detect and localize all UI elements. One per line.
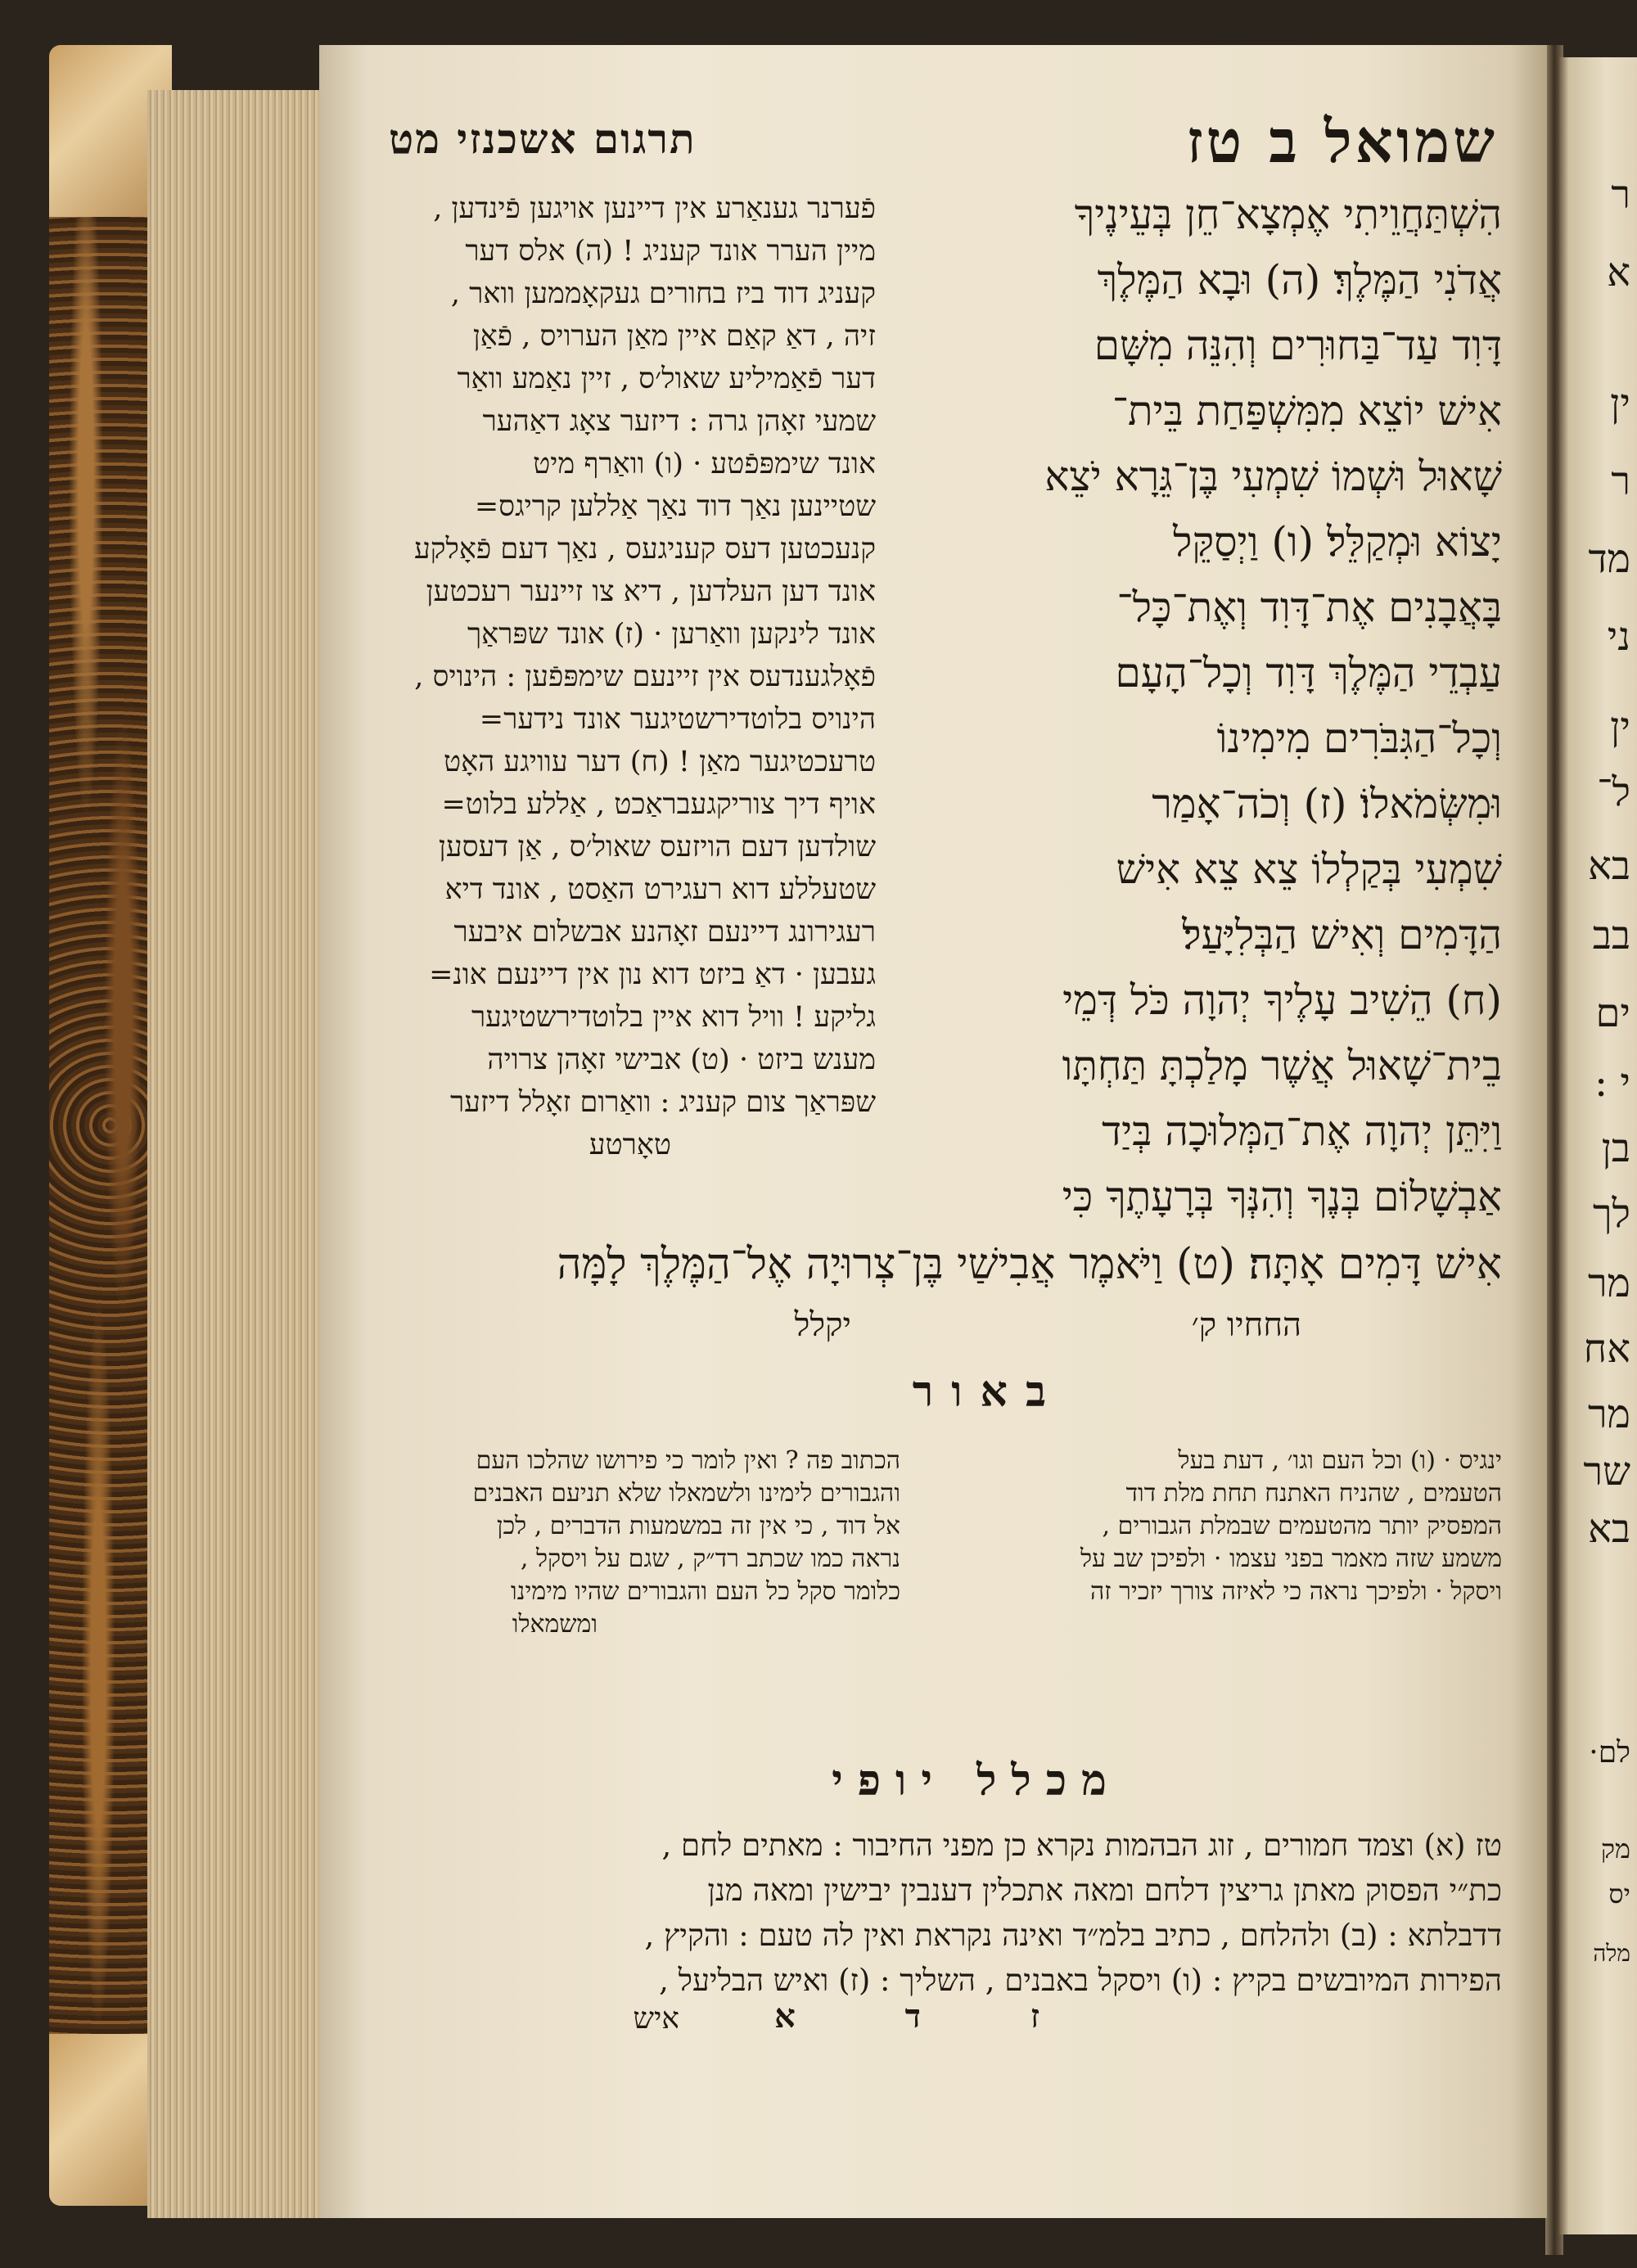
facing-fragment: ין: [1610, 381, 1630, 426]
commentary-line: המפסיק יותר מהטעמים שבמלת הגבורים ,: [1102, 1512, 1502, 1540]
michlal-line: הפירות המיובשים בקיץ : (ו) ויסקל באבנים , השליך : (ז) ואיש הבליעל ,: [659, 1963, 1502, 1998]
facing-fragment: בן: [1601, 1125, 1630, 1171]
facing-fragment: ני: [1607, 614, 1630, 660]
commentary-line: משמע שזה מאמר בפני עצמו · ולפיכן שב על: [1080, 1544, 1502, 1573]
yiddish-line: מיין הערר אונד קעניג ! (ה) אלס דער: [465, 235, 876, 268]
yiddish-line: פֿערנר גענאַרע אין דיינען אויגען פֿינדען ,: [433, 192, 876, 225]
yiddish-line: טרעכטיגער מאַן ! (ח) דער עוויגע האָט: [444, 746, 876, 778]
yiddish-line: קנעכטען דעס קעניגעס , נאַך דעם פֿאָלקע: [414, 533, 876, 566]
hebrew-line: דָּוִד עַד־בַּחוּרִים וְהִנֵּה מִשָּׁם: [1094, 322, 1502, 369]
commentary-line: והגבורים לימינו ולשמאלו שלא תניעם האבנים: [472, 1479, 900, 1508]
yiddish-line: דער פֿאַמיליע שאול׳ס , זיין נאַמע וואַר: [457, 363, 876, 395]
commentary-line: אל דוד , כי אין זה במשמעות הדברים , לכן: [496, 1512, 900, 1540]
facing-fragment: מק: [1600, 1833, 1630, 1864]
facing-fragment: מר: [1587, 1391, 1630, 1437]
hebrew-line: בָּאֲבָנִים אֶת־דָּוִד וְאֶת־כָּל־: [1116, 584, 1502, 631]
hebrew-line: אִישׁ יוֹצֵא מִמִּשְׁפַּחַת בֵּית־: [1112, 387, 1502, 435]
hebrew-line: וְכָל־הַגִּבֹּרִים מִימִינוֹ: [1216, 715, 1502, 762]
hebrew-line: אַבְשָׁלוֹם בְּנֶךָ וְהִנְּךָ בְּרָעָתֶךָ כִּי: [1062, 1173, 1502, 1220]
yiddish-line: פֿאָלגענדעס אין זיינעם שימפּפֿען : הינויס ,: [414, 661, 876, 693]
commentary-line: ומשמאלו: [512, 1610, 598, 1639]
yiddish-line: שולדען דעם הויזעס שאול׳ס , אַן דעסען: [438, 831, 876, 863]
biur-heading: באור: [912, 1367, 1064, 1417]
facing-fragment: א: [1607, 250, 1630, 295]
hebrew-full-width-line: אִישׁ דָּמִים אָתָּה׃ (ט) וַיֹּאמֶר אֲבִישַׁי בֶּן־צְרוּיָה אֶל־הַמֶּלֶךְ לָמָּה: [557, 1240, 1502, 1289]
hebrew-line: עַבְדֵי הַמֶּלֶךְ דָּוִד וְכָל־הָעָם: [1115, 649, 1502, 697]
page-edges: [147, 90, 326, 2218]
catchword-left: יקלל: [794, 1306, 851, 1344]
hebrew-line: וּמִשְּׂמֹאלוֹ׃ (ז) וְכֹה־אָמַר: [1152, 780, 1502, 827]
facing-fragment: ל־: [1597, 769, 1630, 815]
facing-fragment: מלה: [1593, 1940, 1630, 1967]
signature-mark: ז ד א: [774, 1997, 1089, 2036]
commentary-line: נראה כמו שכתב רד״ק , שגם על ויסקל ,: [520, 1544, 900, 1573]
commentary-line: כלומר סקל כל העם והגבורים שהיו מימינו: [511, 1577, 900, 1606]
hebrew-line: הַדָּמִים וְאִישׁ הַבְּלִיָּעַל׃: [1182, 911, 1502, 958]
michlal-line: כת״י הפסוק מאתן גריצין דלחם ומאה אתכלין דענבין יבישין ומאה מנן: [707, 1873, 1502, 1908]
michlal-line: דדבלתא : (ב) ולהלחם , כתיב בלמ״ד ואינה נקראת ואין לה טעם : והקיץ ,: [644, 1918, 1502, 1953]
yiddish-line: געבען · דאַ ביזט דוא נון אין דיינעם אונ=: [429, 958, 876, 991]
hebrew-line: וַיִּתֵּן יְהוָה אֶת־הַמְּלוּכָה בְּיַד: [1102, 1107, 1502, 1155]
facing-fragment: לם·: [1589, 1736, 1630, 1770]
commentary-line: ינגיס · (ו) וכל העם וגו׳ , דעת בעל: [1178, 1446, 1502, 1475]
yiddish-line: שפּראַך צום קעניג : וואַרום זאָלל דיזער: [449, 1086, 876, 1119]
facing-page-edge: [1559, 57, 1637, 2234]
facing-fragment: אח: [1583, 1326, 1630, 1372]
hebrew-line: (ח) הֵשִׁיב עָלֶיךָ יְהוָה כֹּל דְּמֵי: [1062, 976, 1502, 1024]
facing-fragment: בא: [1588, 843, 1630, 889]
yiddish-line: שטעללע דוא רעגירט האַסט , אונד דיא: [444, 873, 876, 906]
facing-fragment: בב: [1592, 913, 1630, 958]
hebrew-line: הִשְׁתַּחֲוֵיתִי אֶמְצָא־חֵן בְּעֵינֶיךָ: [1074, 191, 1502, 238]
hebrew-line: שָׁאוּל וּשְׁמוֹ שִׁמְעִי בֶּן־גֵּרָא יֹצֵא: [1044, 453, 1502, 500]
facing-fragment: לך: [1592, 1191, 1630, 1237]
running-head-right: שמואל ב טז: [1186, 106, 1498, 176]
michlal-yofi-heading: מכלל יופי: [832, 1756, 1121, 1806]
yiddish-line: זיה , דאַ קאַם איין מאַן הערויס , פֿאַן: [472, 320, 876, 353]
commentary-line: הכתוב פה ? ואין לומר כי פירושו שהלכו העם: [476, 1446, 900, 1475]
facing-fragment: ר: [1611, 172, 1630, 218]
facing-fragment: שר: [1583, 1449, 1630, 1495]
hebrew-line: בֵית־שָׁאוּל אֲשֶׁר מָלַכְתָּ תַּחְתָּו: [1062, 1042, 1502, 1089]
bottom-catchword: איש: [633, 2002, 679, 2036]
yiddish-line: קעניג דוד ביז בחורים געקאָממען וואר ,: [450, 277, 876, 310]
facing-fragment: מד: [1588, 536, 1630, 582]
yiddish-line: אויף דיך צוריקגעבראַכט , אַללע בלוט=: [441, 788, 876, 821]
commentary-line: ויסקל · ולפיכך נראה כי לאיזה צורך יזכיר זה: [1090, 1577, 1502, 1606]
yiddish-line: שמעי זאָהן גרה : דיזער צאָג דאַהער: [482, 405, 876, 438]
yiddish-line: טאָרטע: [589, 1129, 671, 1161]
yiddish-line: אונד שימפּפֿטע · (ו) וואַרף מיט: [533, 448, 876, 480]
yiddish-line: אונד לינקען וואַרען · (ז) אונד שפּראַך: [467, 618, 876, 651]
yiddish-line: אונד דען העלדען , דיא צו זיינער רעכטען: [426, 575, 876, 608]
book-page: [319, 45, 1547, 2218]
yiddish-line: מענש ביזט · (ט) אבישי זאָהן צרויה: [487, 1044, 876, 1076]
yiddish-line: שטיינען נאַך דוד נאַך אַללען קריגס=: [474, 490, 876, 523]
hebrew-line: שִׁמְעִי בְּקַלְלוֹ צֵא צֵא אִישׁ: [1116, 845, 1502, 893]
yiddish-line: גליקע ! וויל דוא איין בלוטדירשטיגער: [471, 1001, 876, 1034]
hebrew-line: אֲדֹנִי הַמֶּלֶךְ׃ (ה) וּבָא הַמֶּלֶךְ: [1097, 256, 1502, 304]
facing-fragment: ים: [1595, 990, 1630, 1036]
commentary-line: הטעמים , שהניח האתנח תחת מלת דוד: [1125, 1479, 1502, 1508]
facing-fragment: ין: [1610, 704, 1630, 750]
catchword-right: החחיו ק׳: [1191, 1306, 1301, 1344]
facing-fragment: ר: [1611, 458, 1630, 504]
facing-fragment: י :: [1594, 1060, 1630, 1106]
hebrew-line: יָצוֹא וּמְקַלֵּל׃ (ו) וַיְסַקֵּל: [1172, 518, 1502, 566]
yiddish-line: הינויס בלוטדירשטיגער אונד נידער=: [479, 703, 876, 736]
facing-fragment: יס: [1608, 1878, 1630, 1910]
facing-fragment: בא: [1588, 1506, 1630, 1552]
yiddish-line: רעגירונג דיינעם זאָהנע אבשלום איבער: [453, 916, 876, 949]
facing-fragment: מר: [1587, 1260, 1630, 1306]
running-head-left: תרגום אשכנזי מט: [389, 115, 697, 163]
michlal-line: טז (א) וצמד חמורים , זוג הבהמות נקרא כן מפני החיבור : מאתים לחם ,: [661, 1828, 1502, 1863]
